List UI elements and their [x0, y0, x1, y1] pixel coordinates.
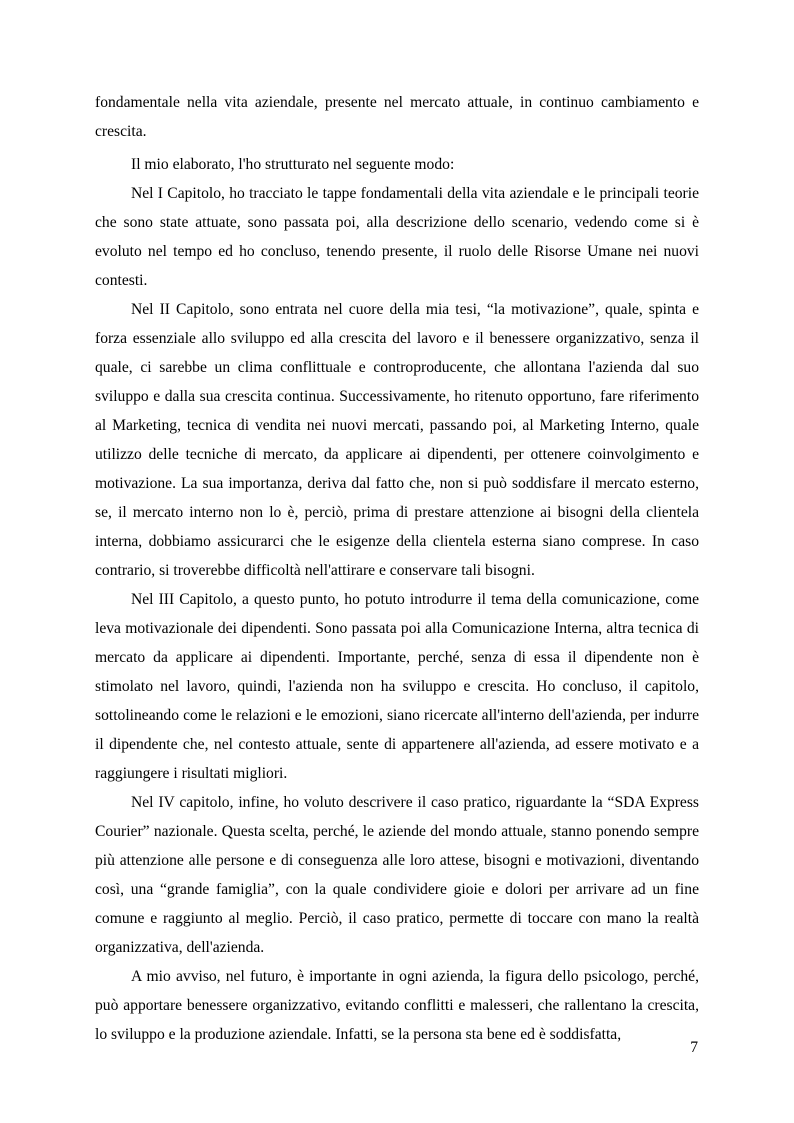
paragraph-continuation: fondamentale nella vita aziendale, presente nel mercato attuale, in continuo cambiamento e crescita.: [95, 94, 699, 140]
page-number: 7: [690, 1039, 698, 1056]
paragraph-chapter-2: Nel II Capitolo, sono entrata nel cuore della mia tesi, “la motivazione”, quale, spinta e forza essenziale allo sviluppo ed alla crescita del lavoro e il benessere organizzativo, senza il quale, ci sarebbe un clima conflittuale e controproducente, che allontana l'azienda dal suo sviluppo e dalla sua crescita continua. Successivamente, ho ritenuto opportuno, fare riferimento al Marketing, tecnica di vendita nei nuovi mercati, passando poi, al Marketing Interno, quale utilizzo delle tecniche di mercato, da applicare ai dipendenti, per ottenere coinvolgimento e motivazione. La sua importanza, deriva dal fatto che, non si può soddisfare il mercato esterno, se, il mercato interno non lo è, perciò, prima di prestare attenzione ai bisogni della clientela interna, dobbiamo assicurarci che le esigenze della clientela esterna siano comprese. In caso contrario, si troverebbe difficoltà nell'attirare e conservare tali bisogni.: [95, 301, 699, 579]
paragraph-chapter-1: Nel I Capitolo, ho tracciato le tappe fondamentali della vita aziendale e le principali teorie che sono state attuate, sono passata poi, alla descrizione dello scenario, vedendo come si è evoluto nel tempo ed ho concluso, tenendo presente, il ruolo delle Risorse Umane nei nuovi contesti.: [95, 185, 699, 289]
document-page: [95, 88, 699, 1049]
paragraph-chapter-3: Nel III Capitolo, a questo punto, ho potuto introdurre il tema della comunicazione, come leva motivazionale dei dipendenti. Sono passata poi alla Comunicazione Interna, altra tecnica di mercato da applicare ai dipendenti. Importante, perché, senza di essa il dipendente non è stimolato nel lavoro, quindi, l'azienda non ha sviluppo e crescita. Ho concluso, il capitolo, sottolineando come le relazioni e le emozioni, siano ricercate all'interno dell'azienda, per indurre il dipendente che, nel contesto attuale, sente di appartenere all'azienda, ad essere motivato e a raggiungere i risultati migliori.: [95, 591, 699, 782]
paragraph-intro: Il mio elaborato, l'ho strutturato nel seguente modo:: [131, 156, 455, 173]
paragraph-chapter-4: Nel IV capitolo, infine, ho voluto descrivere il caso pratico, riguardante la “SDA Express Courier” nazionale. Questa scelta, perché, le aziende del mondo attuale, stanno ponendo sempre più attenzione alle persone e di conseguenza alle loro attese, bisogni e motivazioni, diventando così, una “grande famiglia”, con la quale condividere gioie e dolori per arrivare ad un fine comune e raggiunto al meglio. Perciò, il caso pratico, permette di toccare con mano la realtà organizzativa, dell'azienda.: [95, 794, 699, 956]
paragraph-opinion: A mio avviso, nel futuro, è importante in ogni azienda, la figura dello psicologo, perché, può apportare benessere organizzativo, evitando conflitti e malesseri, che rallentano la crescita, lo sviluppo e la produzione aziendale. Infatti, se la persona sta bene ed è soddisfatta,: [95, 968, 699, 1043]
